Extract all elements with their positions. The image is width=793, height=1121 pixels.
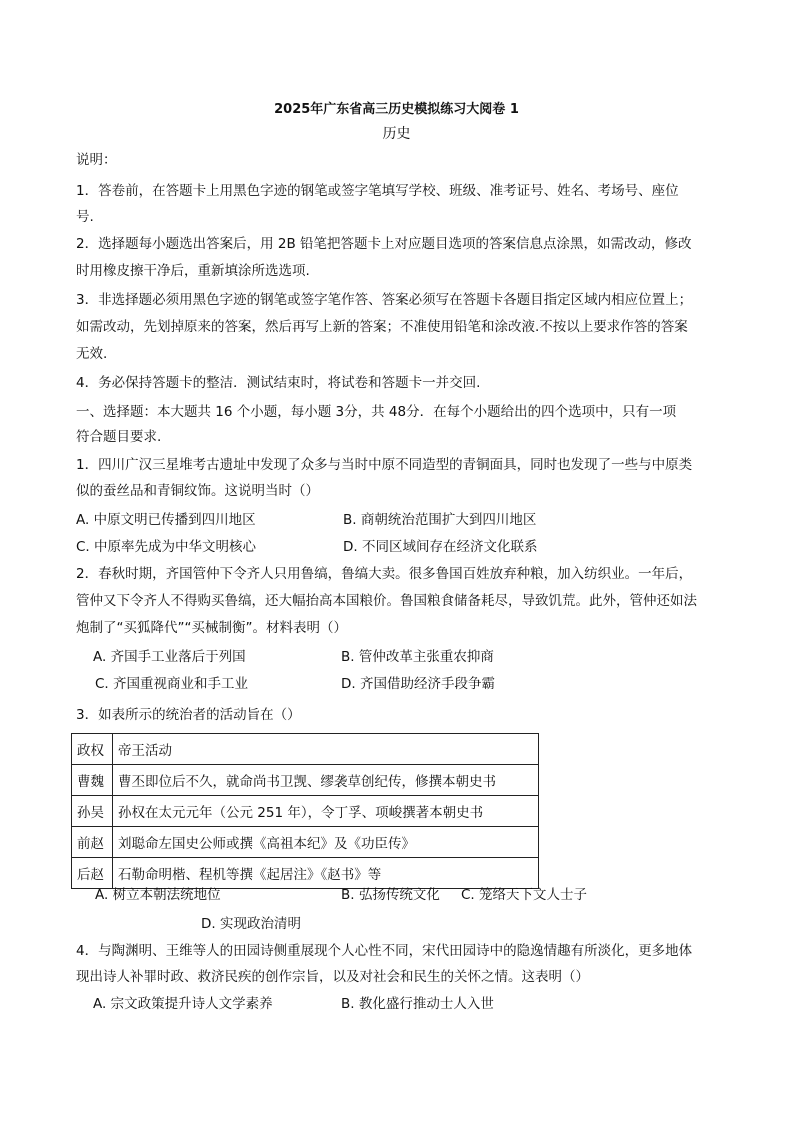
- q3-option-c: C. 笼络天下文人士子: [461, 887, 588, 903]
- instruction-line: 时用橡皮擦干净后，重新填涂所选选项.: [76, 263, 310, 279]
- q4-option-a: A. 宗文政策提升诗人文学素养: [93, 996, 273, 1012]
- table-cell-activity: 石勒命明楷、程机等撰《起居注》《赵书》等: [113, 858, 539, 889]
- table-row: [72, 827, 539, 858]
- table-row: [72, 796, 539, 827]
- q2-option-d: D. 齐国借助经济手段争霸: [341, 676, 495, 692]
- question-2-stem: 管仲又下令齐人不得购买鲁缟，还大幅抬高本国粮价。鲁国粮食储备耗尽，导致饥荒。此外，管仲还如法: [76, 593, 697, 609]
- rulers-table: [71, 733, 539, 889]
- exam-title: 2025年广东省高三历史模拟练习大阅卷 1: [274, 102, 519, 117]
- instruction-line: 3．非选择题必须用黑色字迹的钢笔或签字笔作答、答案必须写在答题卡各题目指定区域内相应位置上；: [76, 292, 693, 308]
- instruction-line: 号.: [76, 209, 94, 225]
- q4-option-b: B. 教化盛行推动士人入世: [341, 996, 494, 1012]
- table-cell-activity: 曹丕即位后不久，就命尚书卫觊、缪袭草创纪传，修撰本朝史书: [113, 765, 539, 796]
- table-cell-activity: 孙权在太元元年（公元 251 年），令丁孚、项峻撰著本朝史书: [113, 796, 539, 827]
- q3-option-d: D. 实现政治清明: [201, 916, 301, 932]
- instruction-line: 4．务必保持答题卡的整洁．测试结束时，将试卷和答题卡一并交回.: [76, 375, 481, 391]
- section-heading: 一、选择题：本大题共 16 个小题，每小题 3分，共 48分．在每个小题给出的四个选项中，只有一项: [76, 404, 677, 420]
- q2-option-b: B. 管仲改革主张重农抑商: [341, 649, 494, 665]
- q1-option-a: A. 中原文明已传播到四川地区: [76, 512, 256, 528]
- table-cell-regime: 后赵: [72, 858, 113, 889]
- subject-title: 历史: [382, 126, 411, 142]
- question-4-stem: 4．与陶渊明、王维等人的田园诗侧重展现个人心性不同，宋代田园诗中的隐逸情趣有所淡化，更多地体: [76, 943, 693, 959]
- q1-option-d: D. 不同区域间存在经济文化联系: [343, 539, 538, 555]
- question-3-stem: 3．如表所示的统治者的活动旨在（）: [76, 707, 301, 723]
- question-4-stem: 现出诗人补罪时政、救济民疾的创作宗旨，以及对社会和民生的关怀之情。这表明（）: [76, 969, 589, 985]
- table-row: [72, 858, 539, 889]
- q3-option-b: B. 弘扬传统文化: [341, 887, 440, 903]
- instruction-line: 如需改动，先划掉原来的答案，然后再写上新的答案；不准使用铅笔和涂改液.不按以上要求作答的答案: [76, 319, 688, 335]
- q2-option-c: C. 齐国重视商业和手工业: [95, 676, 249, 692]
- instruction-line: 1．答卷前，在答题卡上用黑色字迹的钢笔或签字笔填写学校、班级、准考证号、姓名、考场号、座位: [76, 183, 679, 199]
- q3-option-a: A. 树立本朝法统地位: [95, 887, 221, 903]
- instructions-heading: 说明：: [76, 152, 117, 168]
- q1-option-b: B. 商朝统治范围扩大到四川地区: [343, 512, 537, 528]
- q2-option-a: A. 齐国手工业落后于列国: [93, 649, 246, 665]
- table-cell-regime: 前赵: [72, 827, 113, 858]
- question-2-stem: 炮制了“买狐降代”“买械制衡”。材料表明（）: [76, 620, 347, 636]
- question-1-stem: 1．四川广汉三星堆考古遗址中发现了众多与当时中原不同造型的青铜面具，同时也发现了一些与中原类: [76, 457, 693, 473]
- table-row: [72, 765, 539, 796]
- section-heading: 符合题目要求.: [76, 429, 162, 445]
- instruction-line: 无效.: [76, 346, 108, 362]
- question-2-stem: 2．春秋时期，齐国管仲下令齐人只用鲁缟，鲁缟大卖。很多鲁国百姓放弃种粮，加入纺织业。一年后，: [76, 566, 693, 582]
- table-cell-regime: 孙吴: [72, 796, 113, 827]
- table-cell-activity: 刘聪命左国史公师或撰《高祖本纪》及《功臣传》: [113, 827, 539, 858]
- table-cell-regime: 曹魏: [72, 765, 113, 796]
- table-header-row: [72, 734, 539, 765]
- question-1-stem: 似的蚕丝品和青铜纹饰。这说明当时（）: [76, 483, 319, 499]
- q1-option-c: C. 中原率先成为中华文明核心: [76, 539, 257, 555]
- instruction-line: 2．选择题每小题选出答案后，用 2B 铅笔把答题卡上对应题目选项的答案信息点涂黑，如需改动，修改: [76, 236, 692, 252]
- table-header-cell: 政权: [72, 734, 113, 765]
- table-header-cell: 帝王活动: [113, 734, 539, 765]
